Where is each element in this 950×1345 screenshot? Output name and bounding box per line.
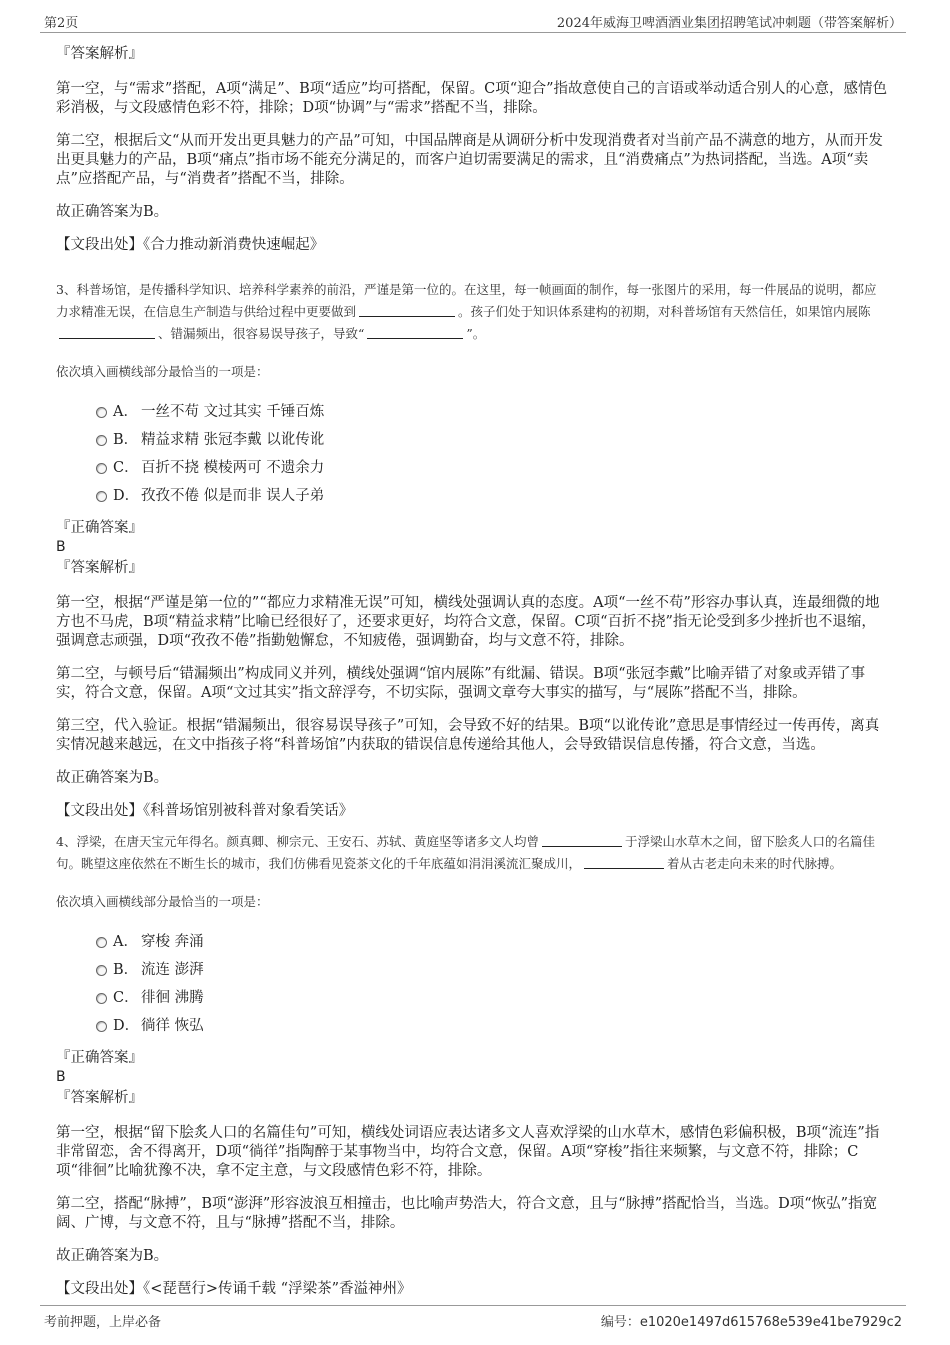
option-c[interactable]: C． 百折不挠 模棱两可 不遗余力 bbox=[96, 457, 888, 485]
option-c[interactable]: C． 徘徊 沸腾 bbox=[96, 987, 888, 1015]
analysis-paragraph: 第一空，根据“严谨是第一位的”“都应力求精准无误”可知，横线处强调认真的态度。A项“一丝不苟”形容办事认真，连最细微的地方也不马虎，B项“精益求精”比喻已经很好了，还要求更好，均符合文意，保留。C项“百折不挠”指无论受到多少挫折也不退缩，强调意志顽强，D项“孜孜不倦”指勤勉懈怠，不知疲倦，强调勤奋，均与文意不符，排除。 bbox=[56, 595, 880, 649]
page-content bbox=[56, 45, 888, 1317]
fill-blank bbox=[584, 854, 664, 869]
analysis-paragraph: 第二空，根据后文“从而开发出更具魅力的产品”可知，中国品牌商是从调研分析中发现消费者对当前产品不满意的地方，从而开发出更具魅力的产品，B项“痛点”指市场不能充分满足的，而客户迫切需要满足的需求，且“消费痛点”为热词搭配，当选。A项“卖点”应搭配产品，与“消费者”搭配不当，排除。 bbox=[56, 133, 883, 187]
analysis-paragraph: 第二空，搭配“脉搏”，B项“澎湃”形容波浪互相撞击，也比喻声势浩大，符合文意，且与“脉搏”搭配恰当，当选。D项“恢弘”指宽阔、广博，与文意不符，且与“脉搏”搭配不当，排除。 bbox=[56, 1196, 878, 1231]
question-prompt: 依次填入画横线部分最恰当的一项是： bbox=[56, 894, 269, 909]
answer-conclusion: 故正确答案为B。 bbox=[56, 770, 169, 786]
correct-answer-label: 『正确答案』 bbox=[56, 1050, 143, 1066]
option-list bbox=[96, 931, 888, 1043]
analysis-label: 『答案解析』 bbox=[56, 1090, 143, 1106]
source-citation: 【文段出处】《科普场馆别被科普对象看笑话》 bbox=[56, 803, 354, 819]
radio-icon[interactable] bbox=[96, 435, 107, 446]
answer-conclusion: 故正确答案为B。 bbox=[56, 204, 169, 220]
fill-blank bbox=[542, 832, 622, 847]
analysis-paragraph: 第一空，与“需求”搭配，A项“满足”、B项“适应”均可搭配，保留。C项“迎合”指故意使自己的言语或举动适合别人的心意，感情色彩消极，与文段感情色彩不符，排除；D项“协调”与“需求”搭配不当，排除。 bbox=[56, 81, 888, 116]
correct-answer-label: 『正确答案』 bbox=[56, 520, 143, 536]
document-title: 2024年威海卫啤酒酒业集团招聘笔试冲刺题（带答案解析） bbox=[556, 16, 902, 31]
analysis-label: 『答案解析』 bbox=[56, 46, 143, 62]
option-b[interactable]: B． 精益求精 张冠李戴 以讹传讹 bbox=[96, 429, 888, 457]
page-number: 第2页 bbox=[44, 16, 79, 31]
option-d[interactable]: D． 徜徉 恢弘 bbox=[96, 1015, 888, 1043]
radio-icon[interactable] bbox=[96, 993, 107, 1004]
option-b[interactable]: B． 流连 澎湃 bbox=[96, 959, 888, 987]
answer-conclusion: 故正确答案为B。 bbox=[56, 1248, 169, 1264]
correct-answer: B bbox=[56, 1069, 66, 1085]
option-a[interactable]: A． 一丝不苟 文过其实 千锤百炼 bbox=[96, 401, 888, 429]
source-citation: 【文段出处】《<琵琶行>传诵千载 “浮梁茶”香溢神州》 bbox=[56, 1281, 412, 1297]
radio-icon[interactable] bbox=[96, 937, 107, 948]
radio-icon[interactable] bbox=[96, 407, 107, 418]
radio-icon[interactable] bbox=[96, 463, 107, 474]
page-header bbox=[40, 10, 906, 33]
source-citation: 【文段出处】《合力推动新消费快速崛起》 bbox=[56, 237, 325, 253]
analysis-paragraph: 第三空，代入验证。根据“错漏频出，很容易误导孩子”可知，会导致不好的结果。B项“以讹传讹”意思是事情经过一传再传，离真实情况越来越远，在文中指孩子将“科普场馆”内获取的错误信息传递给其他人，会导致错误信息传播，符合文意，当选。 bbox=[56, 718, 880, 753]
correct-answer: B bbox=[56, 539, 66, 555]
fill-blank bbox=[359, 302, 455, 317]
question-stem: 4、浮梁，在唐天宝元年得名。颜真卿、柳宗元、王安石、苏轼、黄庭坚等诸多文人均曾 于浮梁山水草木之间，留下脍炙人口的名篇佳句。眺望这座依然在不断生长的城市，我们仿佛看见瓷茶文化的千年底蕴如涓涓溪流汇聚成川， 着从古老走向未来的时代脉搏。 bbox=[56, 834, 875, 871]
analysis-paragraph: 第二空，与顿号后“错漏频出”构成同义并列，横线处强调“馆内展陈”有纰漏、错误。B项“张冠李戴”比喻弄错了对象或弄错了事实，符合文意，保留。A项“文过其实”指文辞浮夸，不切实际，强调文章夸大事实的描写，与“展陈”搭配不当，排除。 bbox=[56, 666, 866, 701]
fill-blank bbox=[367, 324, 463, 339]
option-a[interactable]: A． 穿梭 奔涌 bbox=[96, 931, 888, 959]
document-id: 编号：e1020e1497d615768e539e41be7929c2 bbox=[600, 1315, 902, 1330]
option-d[interactable]: D． 孜孜不倦 似是而非 误人子弟 bbox=[96, 485, 888, 513]
page-footer bbox=[40, 1305, 906, 1328]
radio-icon[interactable] bbox=[96, 1021, 107, 1032]
option-list bbox=[96, 401, 888, 513]
question-prompt: 依次填入画横线部分最恰当的一项是： bbox=[56, 364, 269, 379]
analysis-paragraph: 第一空，根据“留下脍炙人口的名篇佳句”可知，横线处词语应表达诸多文人喜欢浮梁的山水草木，感情色彩偏积极，B项“流连”指非常留恋，舍不得离开，D项“徜徉”指陶醉于某事物当中，均符合文意，保留。A项“穿梭”指往来频繁，与文意不符，排除；C项“徘徊”比喻犹豫不决，拿不定主意，与文段感情色彩不符，排除。 bbox=[56, 1125, 880, 1179]
footer-slogan: 考前押题，上岸必备 bbox=[44, 1315, 162, 1330]
radio-icon[interactable] bbox=[96, 491, 107, 502]
radio-icon[interactable] bbox=[96, 965, 107, 976]
question-stem: 3、科普场馆，是传播科学知识、培养科学素养的前沿，严谨是第一位的。在这里，每一帧画面的制作，每一张图片的采用，每一件展品的说明，都应力求精准无误，在信息生产制造与供给过程中更要做到 。孩子们处于知识体系建构的初期，对科普场馆有天然信任，如果馆内展陈、错漏频出，很容易误导孩子，导致“ ”。 bbox=[56, 282, 877, 341]
fill-blank bbox=[59, 324, 155, 339]
analysis-label: 『答案解析』 bbox=[56, 560, 143, 576]
